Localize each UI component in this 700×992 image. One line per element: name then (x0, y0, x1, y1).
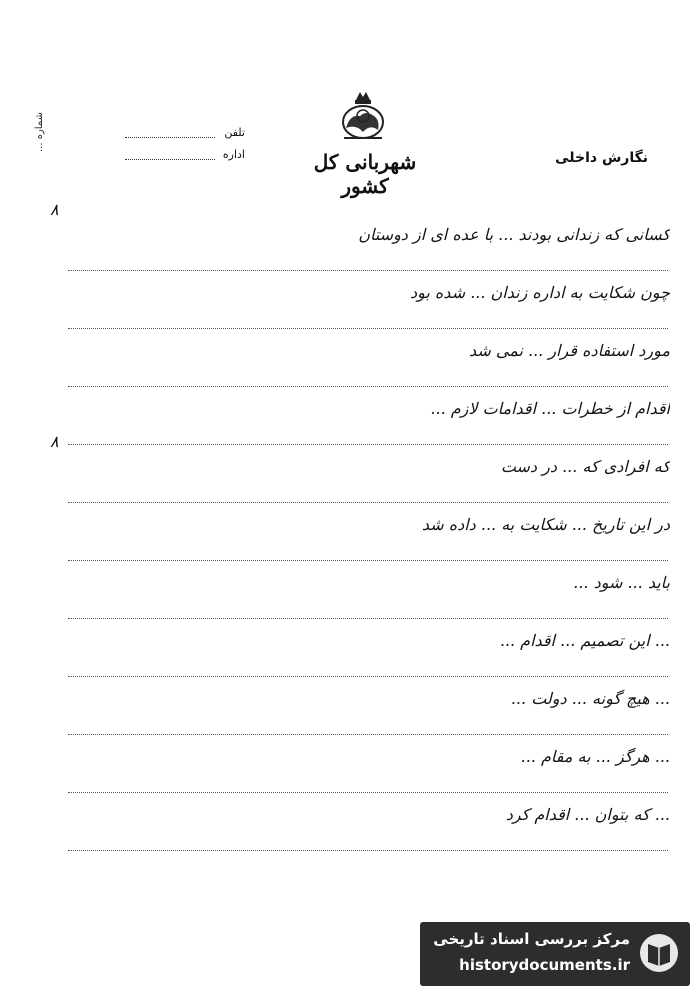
handwritten-line: چون شکایت به اداره زندان ... شده بود (409, 283, 670, 302)
handwritten-line: باید ... شود ... (573, 573, 670, 592)
handwritten-line: مورد استفاده قرار ... نمی شد (468, 341, 670, 360)
side-reference: شماره ... (34, 112, 45, 152)
department-dotted-line (125, 159, 215, 160)
margin-mark: ۸ (50, 200, 59, 219)
handwritten-line: کسانی که زندانی بودند ... با عده ای از دوستان (358, 225, 670, 244)
ruled-line (68, 328, 668, 329)
handwritten-line: در این تاریخ ... شکایت به ... داده شد (421, 515, 670, 534)
crest-emblem-icon (336, 88, 390, 144)
ruled-line (68, 386, 668, 387)
handwritten-line: ... هیچ گونه ... دولت ... (510, 689, 670, 708)
ruled-line (68, 502, 668, 503)
ruled-line (68, 444, 668, 445)
organization-title: شهربانی کل کشور (313, 150, 417, 198)
ruled-line (68, 792, 668, 793)
department-field (125, 148, 245, 166)
margin-mark: ۸ (50, 432, 59, 451)
archive-footer-logo (420, 922, 690, 986)
handwritten-line: که افرادی که ... در دست (500, 457, 670, 476)
handwritten-line: ... که بتوان ... اقدام کرد (505, 805, 670, 824)
archive-name: مرکز بررسی اسناد تاریخی (433, 930, 630, 948)
ruled-line (68, 850, 668, 851)
department-label: اداره (222, 148, 245, 161)
phone-dotted-line (125, 137, 215, 138)
phone-label: تلفن (224, 126, 245, 139)
handwritten-line: ... هرگز ... به مقام ... (520, 747, 670, 766)
handwritten-line: اقدام از خطرات ... اقدامات لازم ... (430, 399, 670, 418)
phone-field (125, 126, 245, 144)
archive-website: historydocuments.ir (459, 956, 630, 974)
ruled-line (68, 618, 668, 619)
report-type-title: نگارش داخلی (555, 150, 648, 166)
ruled-line (68, 560, 668, 561)
ruled-line (68, 734, 668, 735)
archive-book-icon (638, 932, 680, 974)
handwritten-line: ... این تصمیم ... اقدام ... (499, 631, 670, 650)
ruled-line (68, 676, 668, 677)
ruled-line (68, 270, 668, 271)
